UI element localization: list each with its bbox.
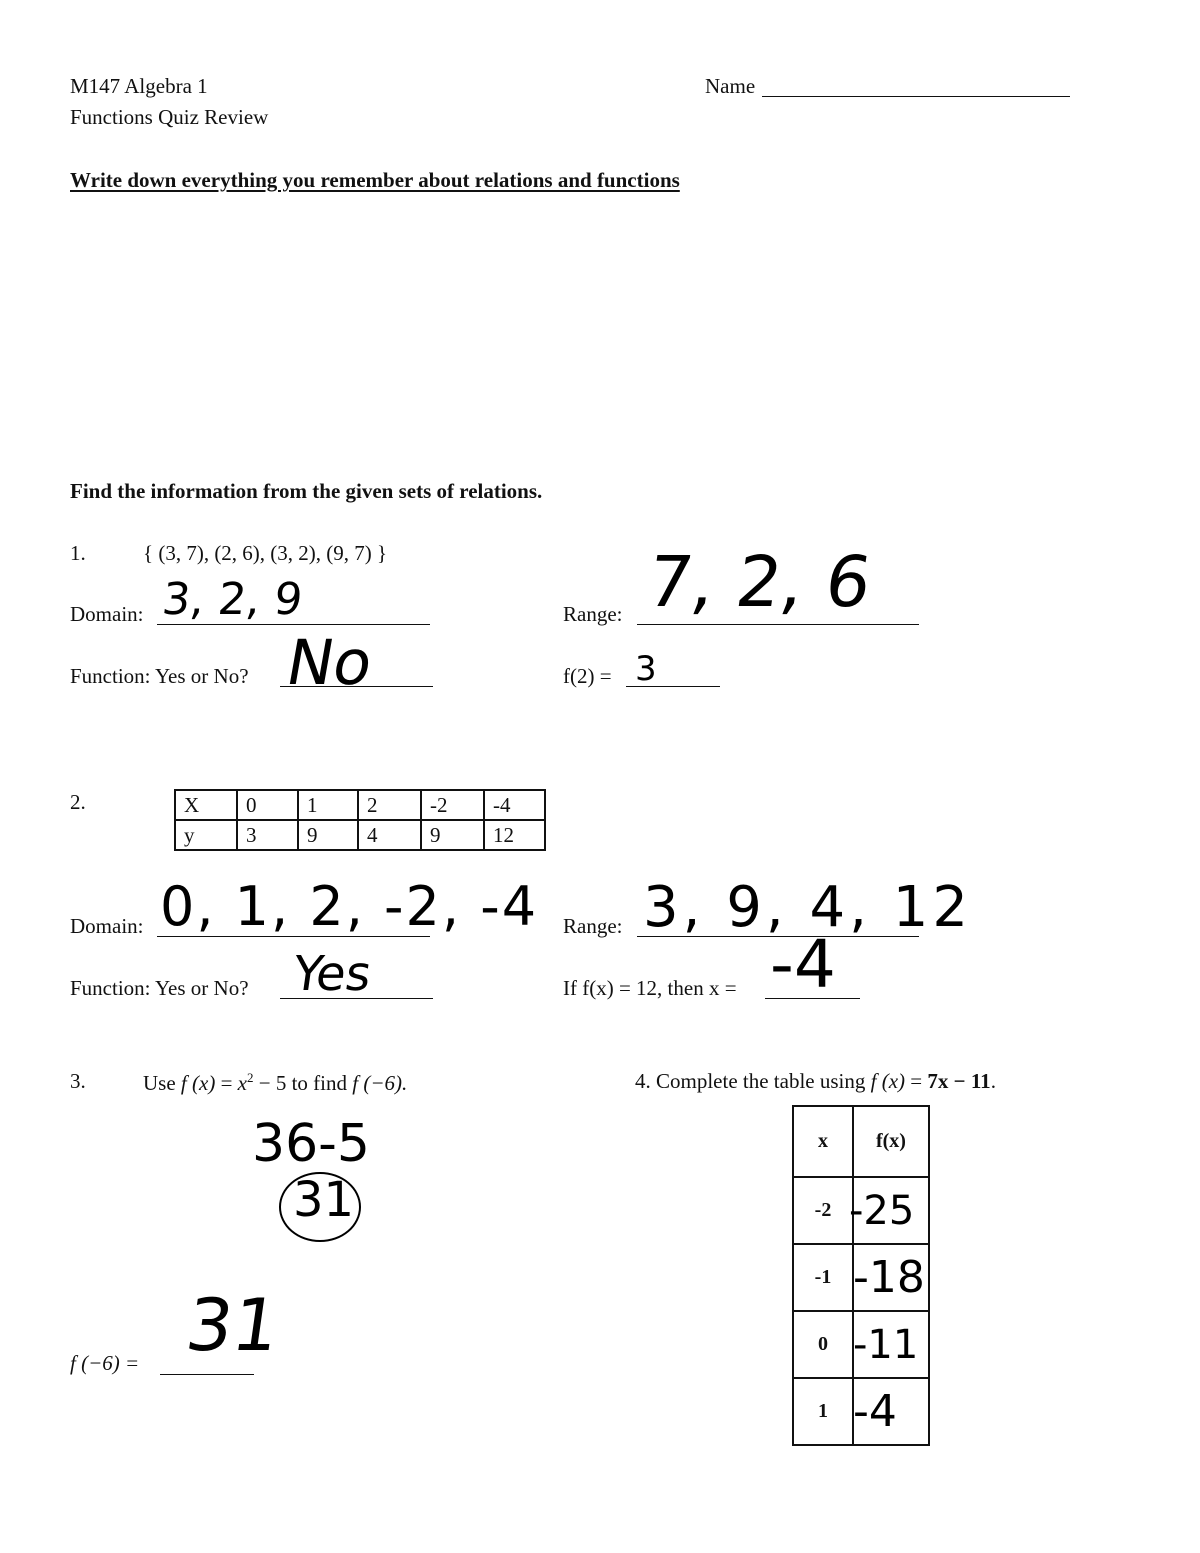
q2-table-cell: 9 <box>298 820 358 850</box>
q2-table-cell: -2 <box>421 790 484 820</box>
q1-function-answer: No <box>281 626 379 699</box>
q3-use-text: Use <box>143 1071 176 1095</box>
q3-answer-label: f (−6) = <box>70 1351 140 1375</box>
q4-period: . <box>990 1069 996 1093</box>
q4-x-cell: -1 <box>793 1244 853 1311</box>
q2-table-cell: X <box>175 790 237 820</box>
q2-range-answer: 3, 9, 4, 12 <box>643 875 972 940</box>
q2-table-row-y <box>175 820 545 850</box>
q4-function-table <box>792 1105 930 1446</box>
q4-fx-answer: -11 <box>853 1321 919 1368</box>
q1-domain-label: Domain: <box>70 602 144 626</box>
q4-x-cell: 0 <box>793 1311 853 1378</box>
q3-work-line1: 36-5 <box>252 1114 371 1174</box>
q2-table-cell: 1 <box>298 790 358 820</box>
q3-target: f (−6). <box>352 1071 408 1095</box>
q3-expr-exponent: 2 <box>247 1070 254 1085</box>
q3-answer: 31 <box>181 1283 285 1367</box>
q2-table-cell: 4 <box>358 820 421 850</box>
q4-table-row <box>793 1177 929 1244</box>
prompt-heading: Write down everything you remember about relations and functions <box>70 168 680 192</box>
q4-fx-cell[interactable] <box>849 1177 929 1244</box>
q4-prompt <box>635 1071 996 1092</box>
worksheet-subtitle: Functions Quiz Review <box>70 105 269 129</box>
q3-prompt <box>143 1071 407 1094</box>
q4-table-row <box>793 1311 929 1378</box>
q3-equals: = <box>220 1071 233 1095</box>
q4-col-x: x <box>793 1106 853 1177</box>
q3-number: 3. <box>70 1069 86 1093</box>
q4-fx-answer: -18 <box>853 1251 925 1303</box>
q2-if-label: If f(x) = 12, then x = <box>563 976 737 1000</box>
q4-fx-cell[interactable] <box>853 1244 929 1311</box>
q2-table-cell: 3 <box>237 820 298 850</box>
q3-function-name: f (x) <box>180 1071 216 1095</box>
q2-if-answer: -4 <box>770 926 836 1003</box>
name-label: Name <box>705 74 756 98</box>
q4-col-fx: f(x) <box>853 1106 929 1177</box>
q2-relation-table <box>174 789 546 851</box>
q2-table-cell: 2 <box>358 790 421 820</box>
q4-equals: = <box>910 1069 923 1093</box>
course-title: M147 Algebra 1 <box>70 74 208 98</box>
q1-domain-answer: 3, 2, 9 <box>159 574 305 625</box>
q4-fx-cell[interactable] <box>853 1311 929 1378</box>
q1-f2-answer: 3 <box>635 649 657 689</box>
q4-fx-answer: -4 <box>853 1385 897 1437</box>
q2-domain-label: Domain: <box>70 914 144 938</box>
q2-range-label: Range: <box>563 914 623 938</box>
q4-prefix: 4. Complete the table using <box>635 1069 866 1093</box>
q2-number: 2. <box>70 790 86 814</box>
q1-range-label: Range: <box>563 602 623 626</box>
name-blank[interactable] <box>762 96 1070 97</box>
q2-function-answer: Yes <box>289 946 375 1002</box>
q2-domain-answer: 0, 1, 2, -2, -4 <box>160 875 539 938</box>
q4-table-row <box>793 1244 929 1311</box>
q2-table-cell: -4 <box>484 790 545 820</box>
q3-work-line2: 31 <box>293 1172 355 1228</box>
q2-table-cell: 0 <box>237 790 298 820</box>
q3-expr-base: x <box>237 1071 247 1095</box>
q2-table-cell: 12 <box>484 820 545 850</box>
q1-f2-label: f(2) = <box>563 664 612 688</box>
q4-table-row <box>793 1378 929 1445</box>
q2-function-label: Function: Yes or No? <box>70 976 249 1000</box>
q4-function-name: f (x) <box>870 1069 906 1093</box>
q4-fx-cell[interactable] <box>853 1378 929 1445</box>
q3-answer-blank[interactable] <box>160 1374 254 1375</box>
q4-table-header <box>793 1106 929 1177</box>
q2-table-row-x <box>175 790 545 820</box>
q1-function-label: Function: Yes or No? <box>70 664 249 688</box>
q4-rule: 7x − 11 <box>927 1069 991 1093</box>
q1-relation-set: { (3, 7), (2, 6), (3, 2), (9, 7) } <box>143 541 388 565</box>
q2-table-cell: 9 <box>421 820 484 850</box>
q1-range-answer: 7, 2, 6 <box>642 541 877 623</box>
q1-number: 1. <box>70 541 86 565</box>
q3-expr-rest: − 5 <box>258 1071 287 1095</box>
q4-x-cell: 1 <box>793 1378 853 1445</box>
q3-to-find: to find <box>291 1071 348 1095</box>
q4-x-cell: -2 <box>793 1177 853 1244</box>
q1-range-blank[interactable] <box>637 624 919 625</box>
section-heading: Find the information from the given sets of relations. <box>70 479 543 503</box>
q2-table-cell: y <box>175 820 237 850</box>
q4-fx-answer: -25 <box>849 1187 915 1234</box>
